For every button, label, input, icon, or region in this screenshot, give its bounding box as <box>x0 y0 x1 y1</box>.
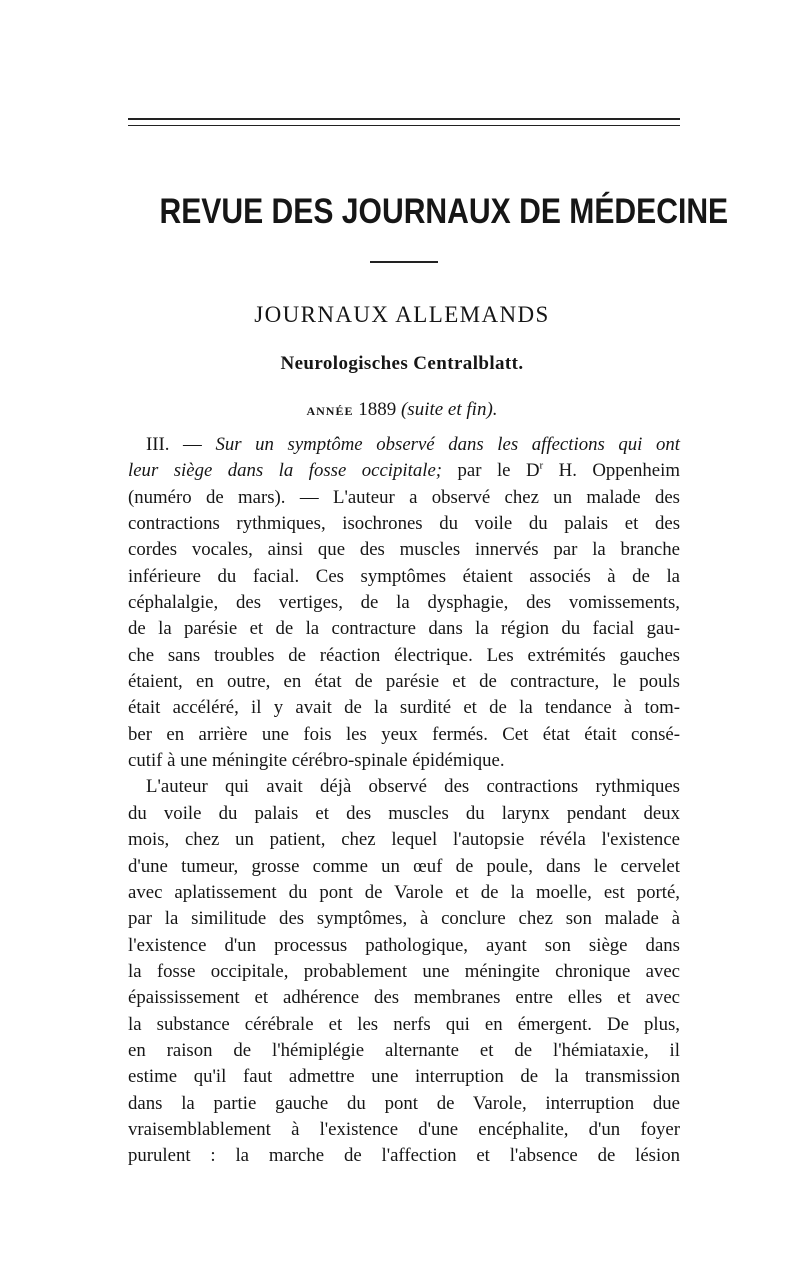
article-line <box>128 432 680 458</box>
title-divider <box>370 261 438 263</box>
article-line: céphalalgie, des vertiges, de la dysphagie, des vomissements, <box>128 592 680 614</box>
article-line: étaient, en outre, en état de parésie et de contracture, le pouls <box>128 671 680 693</box>
article-line: cutif à une méningite cérébro-spinale épidémique. <box>128 750 505 772</box>
author-prefix: par le D <box>457 460 540 482</box>
article-line: avec aplatissement du pont de Varole et de la moelle, est porté, <box>128 881 680 903</box>
article-title-part2: leur siège dans la fosse occipitale; <box>128 460 443 482</box>
year-suffix: (suite et fin). <box>400 399 498 420</box>
article-number: III. — <box>146 434 202 455</box>
article-line: estime qu'il faut admettre une interruption de la transmission <box>128 1066 680 1088</box>
article-line: en raison de l'hémiplégie alternante et de l'hémiataxie, il <box>128 1039 680 1061</box>
page-title: REVUE DES JOURNAUX DE MÉDECINE <box>159 192 729 231</box>
article-line: cordes vocales, ainsi que des muscles innervés par la branche <box>128 539 680 561</box>
article-line <box>128 458 680 484</box>
article-line: du voile du palais et des muscles du larynx pendant deux <box>128 802 680 824</box>
article-line: dans la partie gauche du pont de Varole, interruption due <box>128 1092 680 1114</box>
article-line: che sans troubles de réaction électrique. Les extrémités gauches <box>128 644 680 666</box>
article-line: la substance cérébrale et les nerfs qui en émergent. De plus, <box>128 1013 680 1035</box>
year-line <box>120 397 684 424</box>
author-sup: r <box>539 460 544 473</box>
top-double-rule-thick <box>128 118 680 120</box>
article-line: l'existence d'un processus pathologique, ayant son siège dans <box>128 934 680 956</box>
article-line: (numéro de mars). — L'auteur a observé chez un malade des <box>128 486 680 508</box>
top-double-rule-thin <box>128 125 680 126</box>
article-line: contractions rythmiques, isochrones du voile du palais et des <box>128 513 680 535</box>
article-line: épaississement et adhérence des membranes entre elles et avec <box>128 987 680 1009</box>
article-line: purulent : la marche de l'affection et l'absence de lésion <box>128 1145 680 1167</box>
author-name: H. Oppenheim <box>558 460 680 482</box>
article-line: de la parésie et de la contracture dans la région du facial gau- <box>128 618 680 640</box>
section-title: JOURNAUX ALLEMANDS <box>254 302 550 327</box>
article-line: ber en arrière une fois les yeux fermés. Cet état était consé- <box>128 723 680 745</box>
year-value: 1889 <box>358 399 397 420</box>
journal-name: Neurologisches Centralblatt. <box>280 353 524 374</box>
article-line: mois, chez un patient, chez lequel l'autopsie révéla l'existence <box>128 829 680 851</box>
article-line: inférieure du facial. Ces symptômes étaient associés à de la <box>128 565 680 587</box>
article-line: la fosse occipitale, probablement une méningite chronique avec <box>128 960 680 982</box>
article-body <box>128 432 680 1170</box>
article-line: était accéléré, il y avait de la surdité et de la tendance à tom- <box>128 697 680 719</box>
article-line: L'auteur qui avait déjà observé des contractions rythmiques <box>146 776 680 798</box>
article-line: d'une tumeur, grosse comme un œuf de poule, dans le cervelet <box>128 855 680 877</box>
article-title-part1: Sur un symptôme observé dans les affections qui ont <box>215 434 680 455</box>
article-line: vraisemblablement à l'existence d'une encéphalite, d'un foyer <box>128 1118 680 1140</box>
year-prefix: ANNÉE <box>306 404 354 418</box>
article-line: par la similitude des symptômes, à conclure chez son malade à <box>128 908 680 930</box>
